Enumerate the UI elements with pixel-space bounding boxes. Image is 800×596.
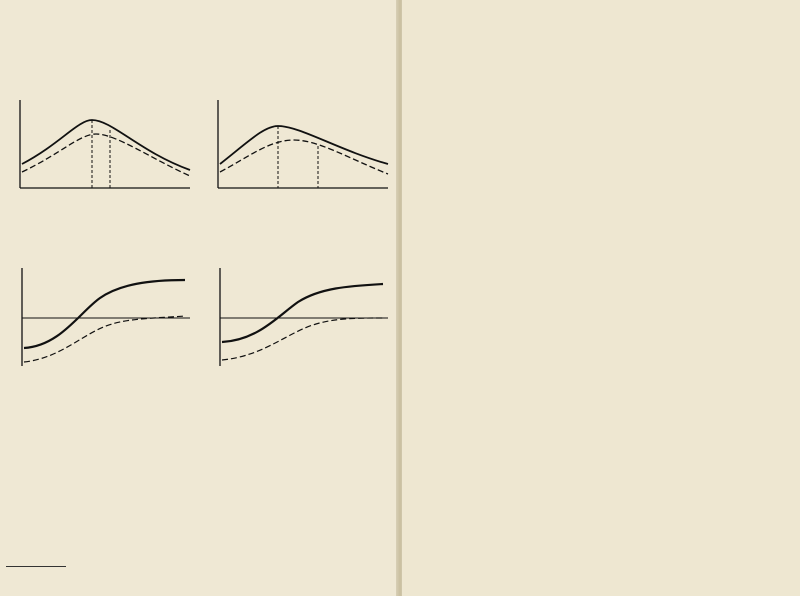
right-page bbox=[402, 0, 800, 596]
impedance-chart bbox=[402, 18, 800, 258]
fig9-phase-a bbox=[0, 262, 200, 374]
footnote-rule bbox=[6, 566, 66, 567]
fig9-phase-b bbox=[198, 262, 398, 374]
fig9-impedance-b bbox=[198, 92, 398, 204]
fig9-impedance-a bbox=[0, 92, 200, 204]
left-page bbox=[0, 0, 398, 596]
phase-angle-chart bbox=[402, 262, 800, 522]
